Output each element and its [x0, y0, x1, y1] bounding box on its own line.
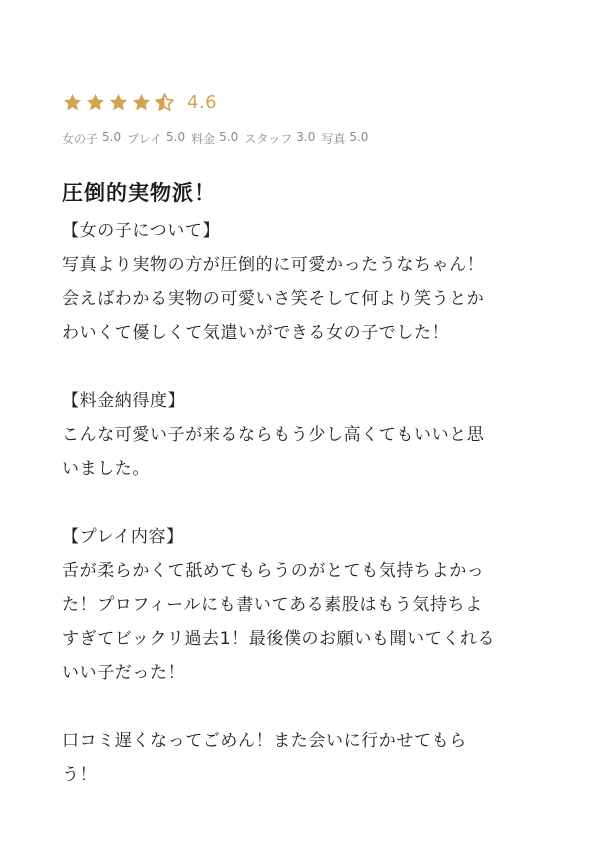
rating-row: [62, 88, 540, 116]
sub-score-label: スタッフ: [244, 132, 293, 146]
blank-line: [62, 690, 540, 724]
sub-score-value: 5.0: [166, 130, 186, 144]
blank-line: [62, 486, 540, 520]
sub-score-play: [127, 130, 185, 147]
body-line: こんな可愛い子が来るならもう少し高くてもいいと思: [62, 425, 485, 445]
sub-score-girl: [62, 130, 121, 147]
body-line: 会えばわかる実物の可愛いさ笑そして何より笑うとか: [62, 289, 485, 309]
sub-score-staff: [244, 130, 315, 147]
sub-score-value: 5.0: [219, 130, 239, 144]
body-line: いい子だった！: [62, 663, 186, 683]
star-full-icon: [108, 92, 129, 113]
sub-score-label: 写真: [321, 132, 346, 146]
review-body: [62, 214, 540, 792]
body-line: いました。: [62, 459, 150, 479]
sub-score-value: 5.0: [349, 130, 369, 144]
section-heading-girl: 【女の子について】: [62, 221, 221, 241]
sub-scores: [62, 130, 540, 147]
star-full-icon: [131, 92, 152, 113]
blank-line: [62, 350, 540, 384]
section-heading-play: 【プレイ内容】: [62, 527, 184, 547]
sub-score-label: 女の子: [62, 132, 99, 146]
sub-score-label: 料金: [191, 132, 216, 146]
sub-score-label: プレイ: [127, 132, 163, 146]
body-line: た！プロフィールにも書いてある素股はもう気持ちよ: [62, 595, 483, 615]
sub-score-photo: [321, 130, 368, 147]
body-line: う！: [62, 765, 98, 785]
body-line: わいくて優しくて気遣いができる女の子でした！: [62, 323, 450, 343]
section-heading-price: 【料金納得度】: [62, 391, 186, 411]
star-half-icon: [154, 92, 175, 113]
sub-score-value: 3.0: [296, 130, 316, 144]
body-line: 舌が柔らかくて舐めてもらうのがとても気持ちよかっ: [62, 561, 485, 581]
star-full-icon: [85, 92, 106, 113]
body-line: 口コミ遅くなってごめん！また会いに行かせてもら: [62, 731, 467, 751]
review-title: 圧倒的実物派！: [62, 181, 216, 205]
body-line: 写真より実物の方が圧倒的に可愛かったうなちゃん！: [62, 255, 485, 275]
star-full-icon: [62, 92, 83, 113]
body-line: すぎてビックリ過去1！最後僕のお願いも聞いてくれる: [62, 629, 496, 649]
star-rating: [62, 92, 175, 113]
sub-score-price: [191, 130, 238, 147]
sub-score-value: 5.0: [102, 130, 122, 144]
average-score: 4.6: [187, 91, 218, 113]
